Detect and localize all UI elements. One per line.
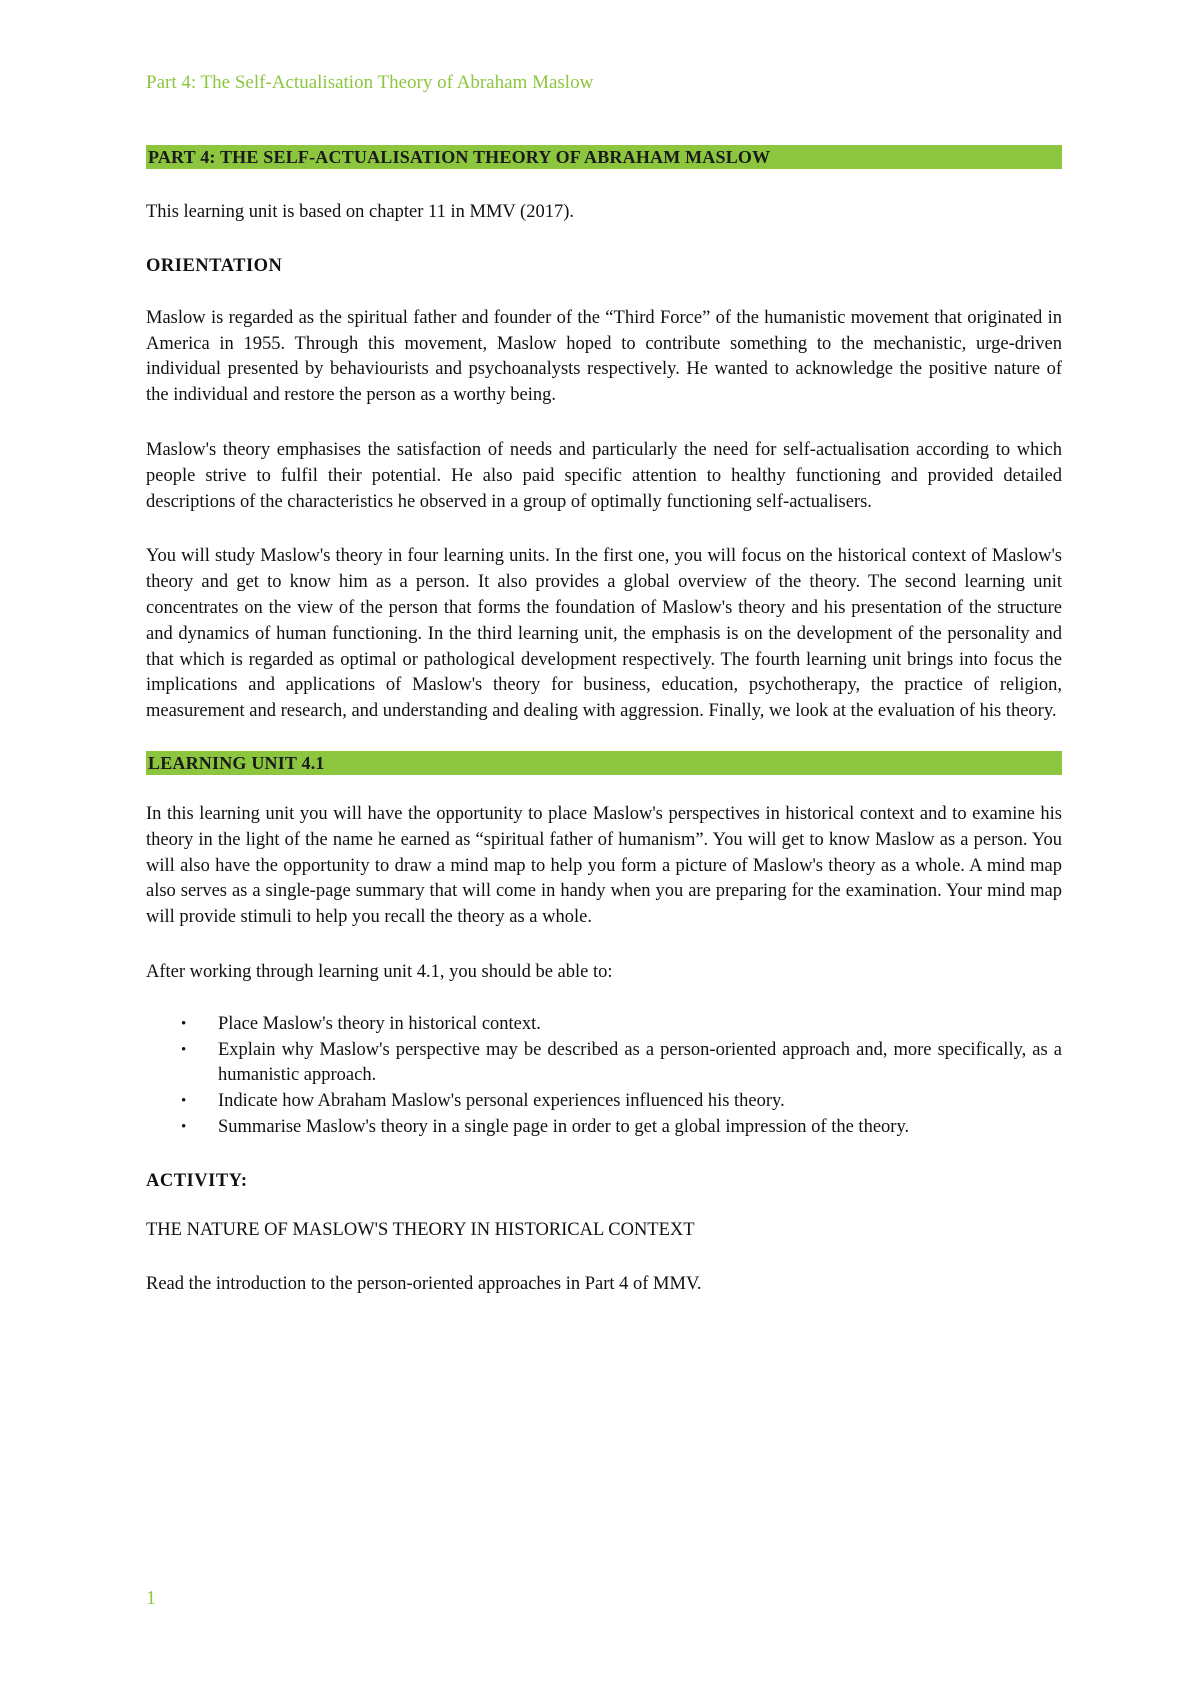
part-heading: PART 4: THE SELF-ACTUALISATION THEORY OF ABRAHAM MASLOW — [146, 145, 1062, 169]
objectives-intro: After working through learning unit 4.1, you should be able to: — [146, 961, 613, 982]
objective-text: Explain why Maslow's perspective may be described as a person-oriented approach and, more specifically, as a humanistic approach. — [218, 1039, 1062, 1086]
orientation-heading: ORIENTATION — [146, 255, 283, 276]
orientation-paragraph: You will study Maslow's theory in four learning units. In the first one, you will focus on the historical context of Maslow's theory and get to know him as a person. It also provides a global overview of the theory. The second learning unit concentrates on the view of the person that forms the foundation of Maslow's theory and his presentation of the structure and dynamics of human functioning. In the third learning unit, the emphasis is on the development of the personality and that which is regarded as optimal or pathological development respectively. The fourth learning unit brings into focus the implications and applications of Maslow's theory for business, education, psychotherapy, the practice of religion, measurement and research, and understanding and dealing with aggression. Finally, we look at the evaluation of his theory. — [146, 546, 1062, 722]
learning-unit-intro: In this learning unit you will have the opportunity to place Maslow's perspectives in historical context and to examine his theory in the light of the name he earned as “spiritual father of humanism”. You will get to know Maslow as a person. You will also have the opportunity to draw a mind map to help you form a picture of Maslow's theory as a whole. A mind map also serves as a single-page summary that will come in handy when you are preparing for the examination. Your mind map will provide stimuli to help you recall the theory as a whole. — [146, 803, 1062, 928]
objective-text: Place Maslow's theory in historical context. — [218, 1013, 541, 1034]
orientation-paragraph: Maslow is regarded as the spiritual father and founder of the “Third Force” of the humanistic movement that originated in America in 1955. Through this movement, Maslow hoped to contribute something to the mechanistic, urge-driven individual presented by behaviourists and psychoanalysts respectively. He wanted to acknowledge the positive nature of the individual and restore the person as a worthy being. — [146, 307, 1062, 406]
running-header: Part 4: The Self-Actualisation Theory of Abraham Maslow — [146, 72, 594, 93]
list-item — [146, 1115, 1062, 1141]
page-content — [146, 145, 1062, 1297]
activity-title: THE NATURE OF MASLOW'S THEORY IN HISTORICAL CONTEXT — [146, 1219, 695, 1240]
bullet-icon: • — [181, 1041, 187, 1058]
objective-text: Indicate how Abraham Maslow's personal experiences influenced his theory. — [218, 1091, 785, 1112]
bullet-icon: • — [181, 1015, 187, 1032]
intro-line: This learning unit is based on chapter 11 in MMV (2017). — [146, 202, 575, 222]
objectives-list — [146, 1012, 1062, 1141]
activity-heading: ACTIVITY: — [146, 1170, 248, 1191]
orientation-paragraph: Maslow's theory emphasises the satisfaction of needs and particularly the need for self-actualisation according to which people strive to fulfil their potential. He also paid specific attention to healthy functioning and provided detailed descriptions of the characteristics he observed in a group of optimally functioning self-actualisers. — [146, 439, 1062, 512]
activity-instruction: Read the introduction to the person-oriented approaches in Part 4 of MMV. — [146, 1273, 702, 1294]
bullet-icon: • — [181, 1118, 187, 1135]
list-item — [146, 1012, 1062, 1038]
list-item — [146, 1089, 1062, 1115]
list-item — [146, 1038, 1062, 1090]
objective-text: Summarise Maslow's theory in a single page in order to get a global impression of the theory. — [218, 1116, 910, 1137]
learning-unit-heading: LEARNING UNIT 4.1 — [146, 751, 1062, 775]
page-number: 1 — [146, 1587, 156, 1609]
bullet-icon: • — [181, 1093, 187, 1110]
